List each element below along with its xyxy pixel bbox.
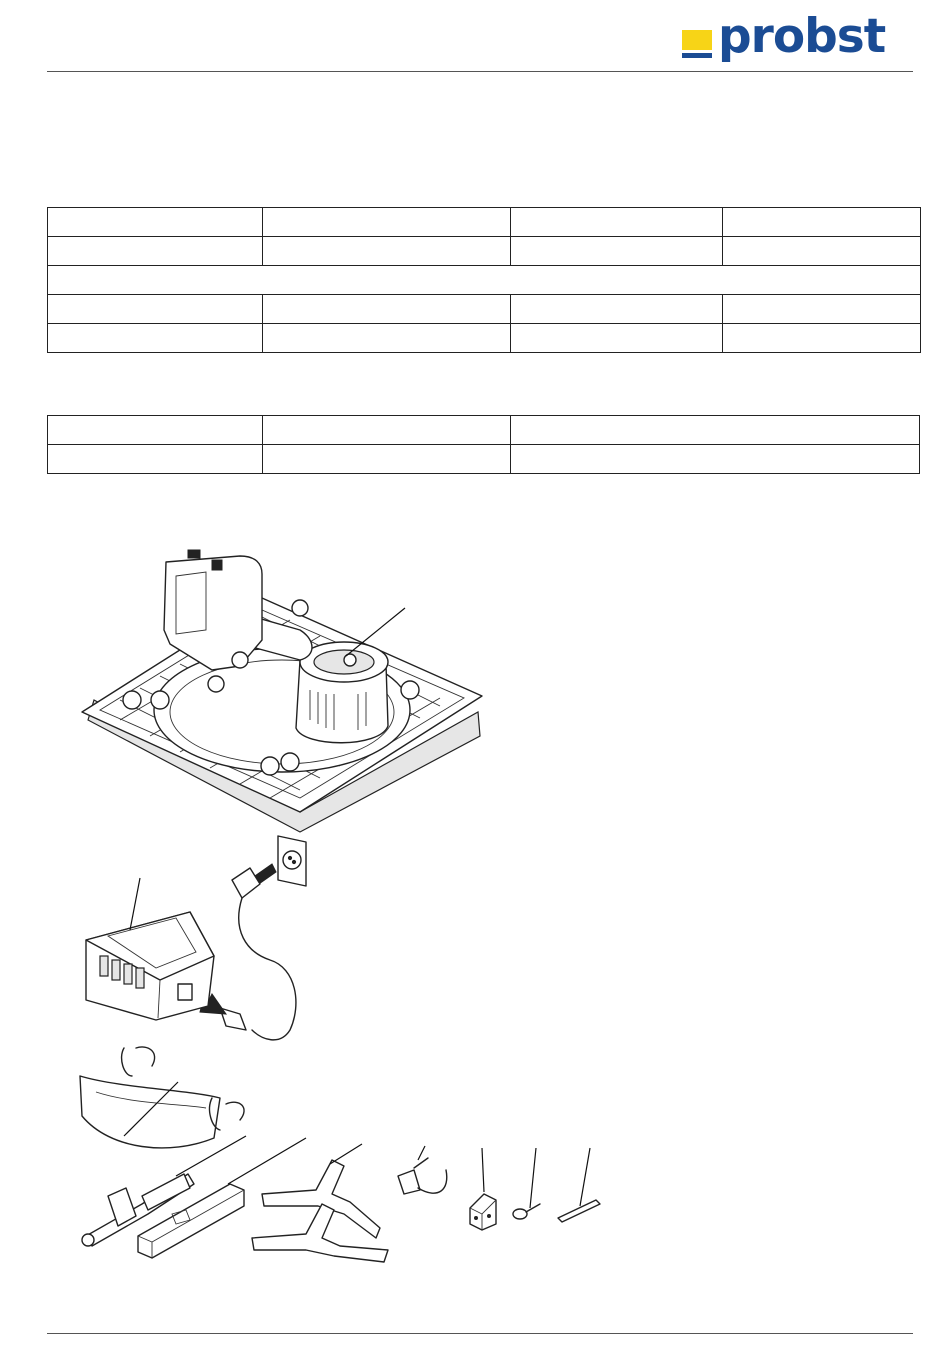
table-cell bbox=[723, 324, 921, 353]
table-cell bbox=[48, 324, 263, 353]
wall-socket bbox=[278, 836, 306, 886]
table-row bbox=[48, 295, 921, 324]
table-row bbox=[48, 324, 921, 353]
battery-charger bbox=[86, 912, 214, 1020]
table-cell bbox=[48, 208, 263, 237]
table-cell bbox=[263, 208, 511, 237]
table-row bbox=[48, 416, 920, 445]
table-row bbox=[48, 445, 920, 474]
table-cell bbox=[263, 295, 511, 324]
vacuum-lifter-device bbox=[82, 550, 482, 832]
scope-of-delivery-illustration bbox=[60, 540, 620, 1280]
table-cell bbox=[48, 416, 263, 445]
table-cell bbox=[723, 237, 921, 266]
spec-table-2 bbox=[47, 415, 920, 474]
table-cell bbox=[263, 237, 511, 266]
probst-logo bbox=[682, 9, 904, 68]
key-cable bbox=[398, 1158, 447, 1194]
footer-rule bbox=[47, 1333, 913, 1334]
table-cell bbox=[263, 416, 511, 445]
table-row bbox=[48, 266, 921, 295]
table-cell bbox=[263, 445, 511, 474]
header-rule bbox=[47, 71, 913, 72]
table-row bbox=[48, 208, 921, 237]
table-cell bbox=[723, 208, 921, 237]
table-cell bbox=[511, 324, 723, 353]
logo-wordmark: probst bbox=[718, 9, 886, 64]
table-cell bbox=[511, 416, 920, 445]
table-cell bbox=[511, 208, 723, 237]
table-cell bbox=[263, 324, 511, 353]
table-cell bbox=[48, 295, 263, 324]
spacer-block bbox=[470, 1194, 496, 1230]
mounting-brackets bbox=[252, 1160, 388, 1262]
spec-table-1 bbox=[47, 207, 921, 353]
table-cell bbox=[511, 445, 920, 474]
table-cell bbox=[511, 237, 723, 266]
table-cell bbox=[511, 295, 723, 324]
table-cell bbox=[723, 295, 921, 324]
table-cell-merged bbox=[48, 266, 921, 295]
logo-mark bbox=[682, 30, 712, 50]
table-cell bbox=[48, 445, 263, 474]
pin-tool bbox=[513, 1204, 540, 1219]
table-cell bbox=[48, 237, 263, 266]
table-row bbox=[48, 237, 921, 266]
flat-wedge bbox=[558, 1200, 600, 1222]
